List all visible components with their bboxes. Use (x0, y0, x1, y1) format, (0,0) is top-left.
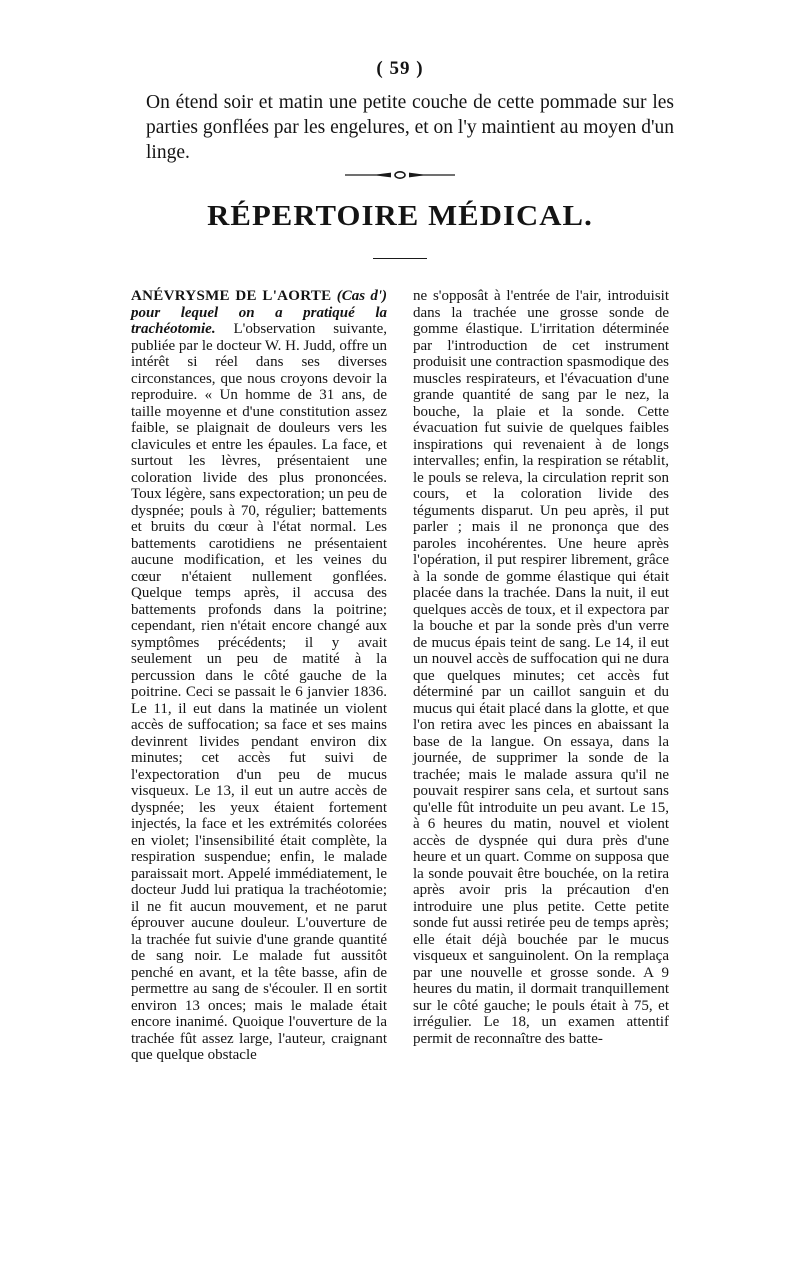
article-column-right (413, 288, 669, 1047)
article-heading: ANÉVRYSME DE L'AORTE (131, 288, 332, 304)
rule-ornament-icon (345, 170, 455, 180)
article-body-right: ne s'opposât à l'entrée de l'air, introduisit dans la trachée une grosse sonde de gomme élastique. L'irritation déterminée par l'introduction de cet instrument produisit une contraction spasmodique des muscles respirateurs, et l'évacuation d'une grande quantité de sang par le nez, la bouche, la plaie et la sonde. Cette évacuation fut suivie de quelques faibles inspirations qui revenaient à de longs intervalles; enfin, la respiration se rétablit, le pouls se releva, la circulation reprit son cours, et la coloration livide des téguments disparut. Un peu après, il put parler ; mais il ne prononça que des paroles incohérentes. Une heure après l'opération, il put respirer librement, grâce à la sonde de gomme élastique qui était placée dans la trachée. Dans la nuit, il eut quelques accès de toux, et il expectora par la bouche et par la sonde près d'un verre de mucus épais teint de sang. Le 14, il eut un nouvel accès de suffocation qui ne dura que quelques minutes; cet accès fut déterminé par un caillot sanguin et du mucus qui était placé dans la glotte, et que l'on retira avec les pinces en abaissant la base de la langue. On essaya, dans la journée, de supprimer la sonde de la trachée; mais le malade assura qu'il ne pouvait respirer sans cela, et surtout sans qu'elle fût introduite un peu avant. Le 15, à 6 heures du matin, nouvel et violent accès de dyspnée qui dura près d'une heure et un quart. Comme on supposa que la sonde pouvait être bouchée, on la retira après avoir pris la précaution d'en introduire une plus petite. Cette petite sonde fut aussi retirée peu de temps après; elle était déjà bouchée par le mucus visqueux et sanguinolent. On la remplaça par une nouvelle et grosse sonde. A 9 heures du matin, il dormait tranquillement sur le côté gauche; le pouls était à 75, et irrégulier. Le 18, un examen attentif permit de reconnaître des batte- (413, 288, 669, 1047)
article-column-left (131, 288, 387, 1064)
article-body-left: L'observation suivante, publiée par le docteur W. H. Judd, offre un intérêt si réel dans ses diverses circonstances, que nous croyons devoir la reproduire. « Un homme de 31 ans, de taille moyenne et d'une constitution assez faible, se plaignait de douleurs vers les clavicules et entre les épaules. La face, et surtout les lèvres, présentaient une coloration livide des plus prononcées. Toux légère, sans expectoration; un peu de dyspnée; pouls à 70, régulier; battements et bruits du cœur à l'état normal. Les battements carotidiens ne présentaient aucune modification, et les veines du cœur n'étaient nullement gonflées. Quelque temps après, il accusa des battements profonds dans la poitrine; cependant, rien n'était encore changé aux symptômes précédents; il y avait seulement un peu de matité à la percussion dans le côté gauche de la poitrine. Ceci se passait le 6 janvier 1836. Le 11, il eut dans la matinée un violent accès de suffocation; sa face et ses mains devinrent livides pendant environ dix minutes; cet accès fut suivi de l'expectoration d'un peu de mucus visqueux. Le 13, il eut un autre accès de dyspnée; les yeux étaient fortement injectés, la face et les extrémités colorées en violet; l'insensibilité était complète, la respiration suspendue; enfin, le malade paraissait mort. Appelé immédiatement, le docteur Judd lui pratiqua la trachéotomie; il ne fit aucun mouvement, et ne parut éprouver aucune douleur. L'ouverture de la trachée fut suivie d'une grande quantité de sang noir. Le malade fut aussitôt penché en avant, et la tête basse, afin de permettre au sang de s'écouler. Il en sortit environ 13 onces; mais le malade était encore inanimé. Quoique l'ouverture de la trachée fût assez large, l'auteur, craignant que quelque obstacle (131, 321, 387, 1063)
title-divider (373, 258, 427, 259)
page-number: ( 59 ) (376, 58, 424, 79)
article-subheading: (Cas d') pour lequel on a pratiqué la trachéotomie. (131, 288, 388, 337)
intro-paragraph: On étend soir et matin une petite couche de cette pommade sur les parties gonflées par les engelures, et on l'y maintient au moyen d'un linge. (146, 92, 674, 163)
section-title: RÉPERTOIRE MÉDICAL. (207, 200, 593, 232)
article-paragraph-start (131, 288, 387, 1064)
